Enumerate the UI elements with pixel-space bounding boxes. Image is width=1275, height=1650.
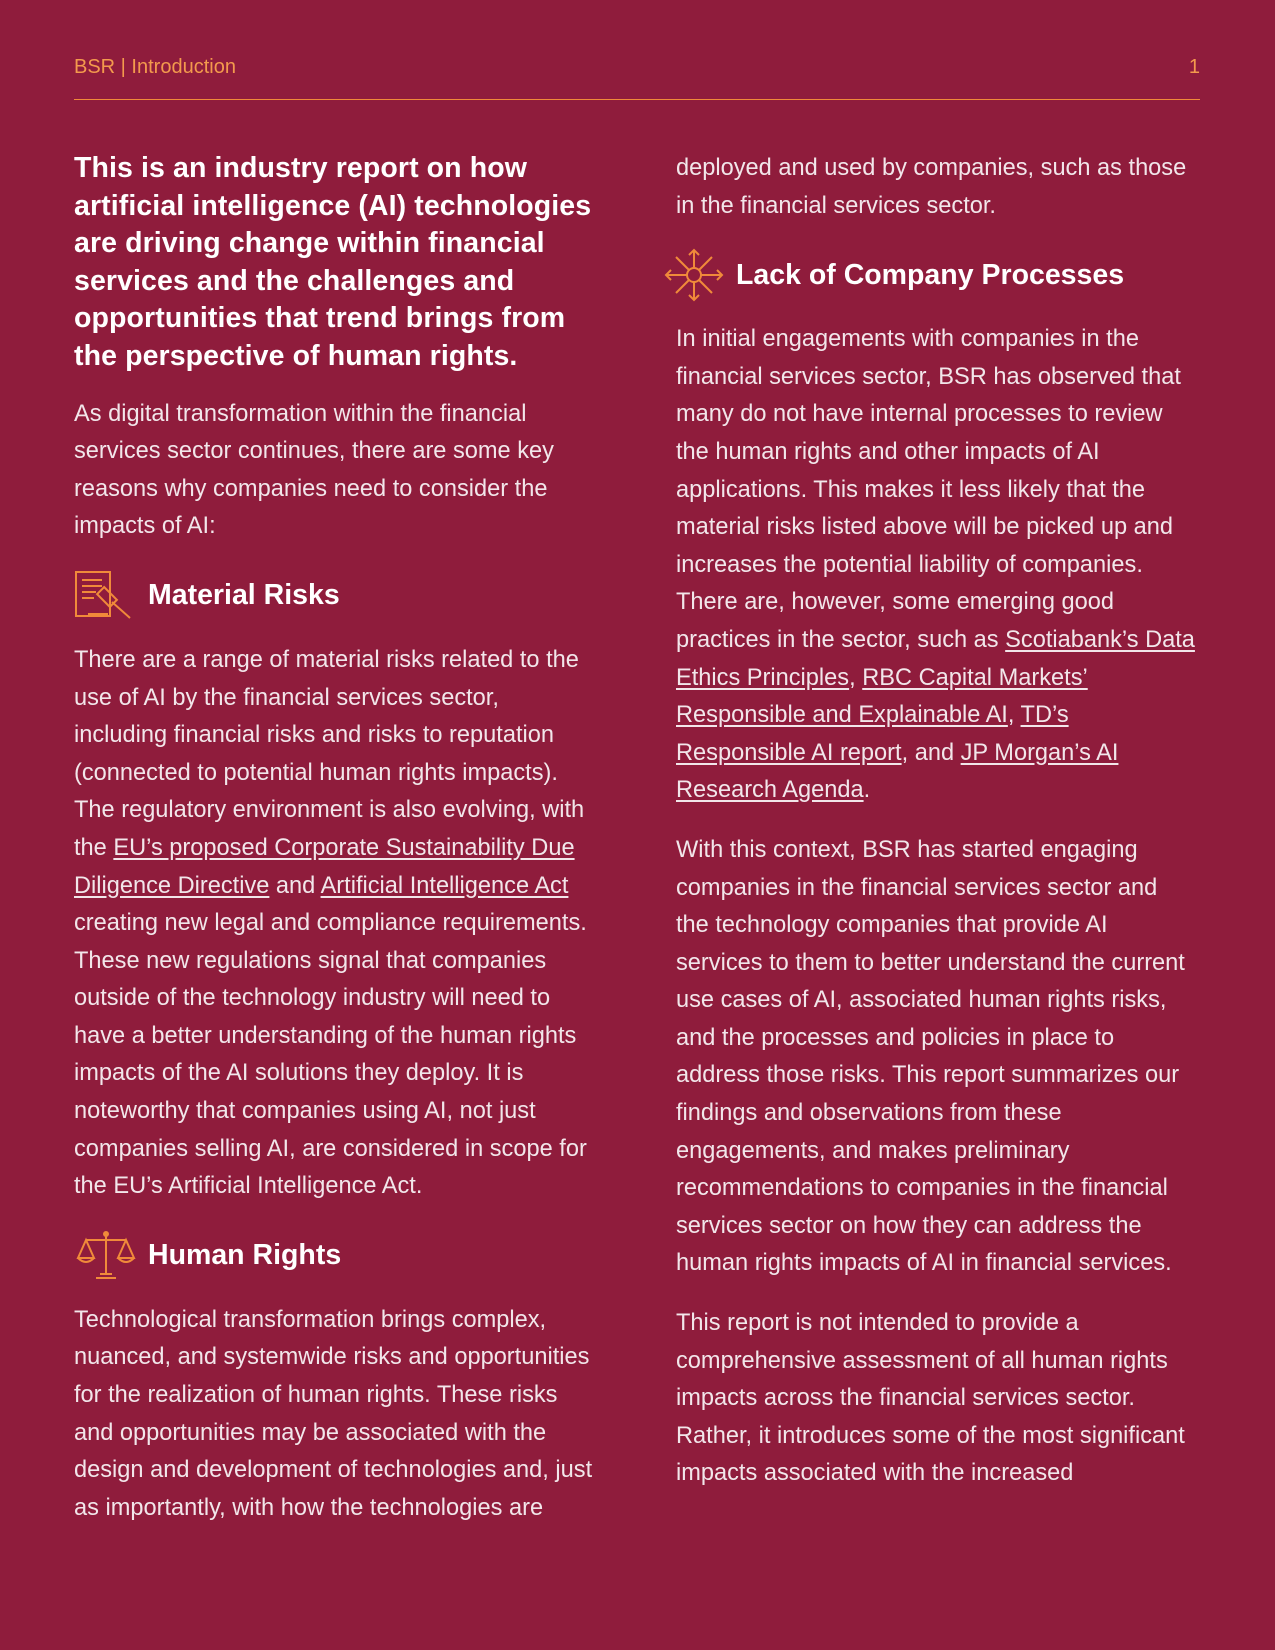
company-processes-title: Lack of Company Processes [736,258,1125,291]
text-run: creating new legal and compliance requirements. These new regulations signal that companies outside of the technology industry will need to have a better understanding of the human rights impacts of the AI solutions they deploy. It is noteworthy that companies using AI, not just companies selling AI, are considered in scope for the EU’s Artificial Intelligence Act. [74,910,587,1200]
text-run: , and [901,739,961,766]
text-run: . [863,777,871,804]
scope-paragraph: This report is not intended to provide a comprehensive assessment of all human rights impacts across the financial services sector. Rather, it introduces some of the most significant impacts associated with the increased [676,1310,1185,1487]
human-rights-heading [74,1228,594,1284]
text-run: , [1007,702,1021,729]
material-risks-heading [74,568,594,624]
context-paragraph: With this context, BSR has started engaging companies in the financial services sector and the technology companies that provide AI services to them to better understand the current use cases of AI, associated human rights risks, and the processes and policies in place to address those risks. This report summarizes our findings and observations from these engagements, and makes preliminary recommendations to companies in the financial services sector on how they can address the human rights impacts of AI in financial services. [676,836,1185,1277]
material-risks-paragraph [74,642,594,1206]
material-risks-title: Material Risks [148,579,340,612]
continuation-paragraph: deployed and used by companies, such as those in the financial services sector. [676,155,1187,219]
text-run: There are a range of material risks related to the use of AI by the financial services sector, including financial risks and risks to reputation (connected to potential human rights impacts). The regulatory environment is also evolving, with the [74,646,585,861]
header-section-label: BSR | Introduction [74,56,236,78]
link-jp-morgan[interactable]: JP Morgan’s AI Research Agenda [676,739,1119,804]
text-run: In initial engagements with companies in the financial services sector, BSR has observed that many do not have internal processes to review the human rights and other impacts of AI applications. This makes it less likely that the material risks listed above will be picked up and increases the potential liability of companies. There are, however, some emerging good practices in the sector, such as [676,326,1181,653]
lead-paragraph: This is an industry report on how artificial intelligence (AI) technologies are driving change within financial services and the challenges and opportunities that trend brings from the perspective of human rights. [74,152,592,372]
company-processes-paragraph [676,321,1196,810]
link-td[interactable]: TD’s Responsible AI report [676,702,1069,766]
intro-paragraph: As digital transformation within the financial services sector continues, there are some key reasons why companies need to consider the impacts of AI: [74,400,554,540]
link-eu-due-diligence[interactable]: EU’s proposed Corporate Sustainability Due Diligence Directive [74,834,575,899]
link-scotiabank[interactable]: Scotiabank’s Data Ethics Principles [676,626,1195,691]
gavel-document-icon [74,568,138,624]
network-arrows-icon [662,247,726,303]
human-rights-paragraph: Technological transformation brings complex, nuanced, and systemwide risks and opportunities for the realization of human rights. These risks and opportunities may be associated with the design and development of technologies and, just as importantly, with how the technologies are [74,1306,593,1521]
left-column [74,150,594,1549]
link-ai-act[interactable]: Artificial Intelligence Act [320,872,569,899]
company-processes-heading [662,247,1196,303]
text-run: and [269,872,321,899]
right-column [676,150,1196,1515]
scales-icon [74,1228,138,1284]
page-number: 1 [1188,56,1200,78]
page-header [74,52,1200,100]
link-rbc[interactable]: RBC Capital Markets’ Responsible and Explainable AI [676,664,1088,729]
human-rights-title: Human Rights [148,1239,342,1272]
text-run: , [849,664,863,691]
